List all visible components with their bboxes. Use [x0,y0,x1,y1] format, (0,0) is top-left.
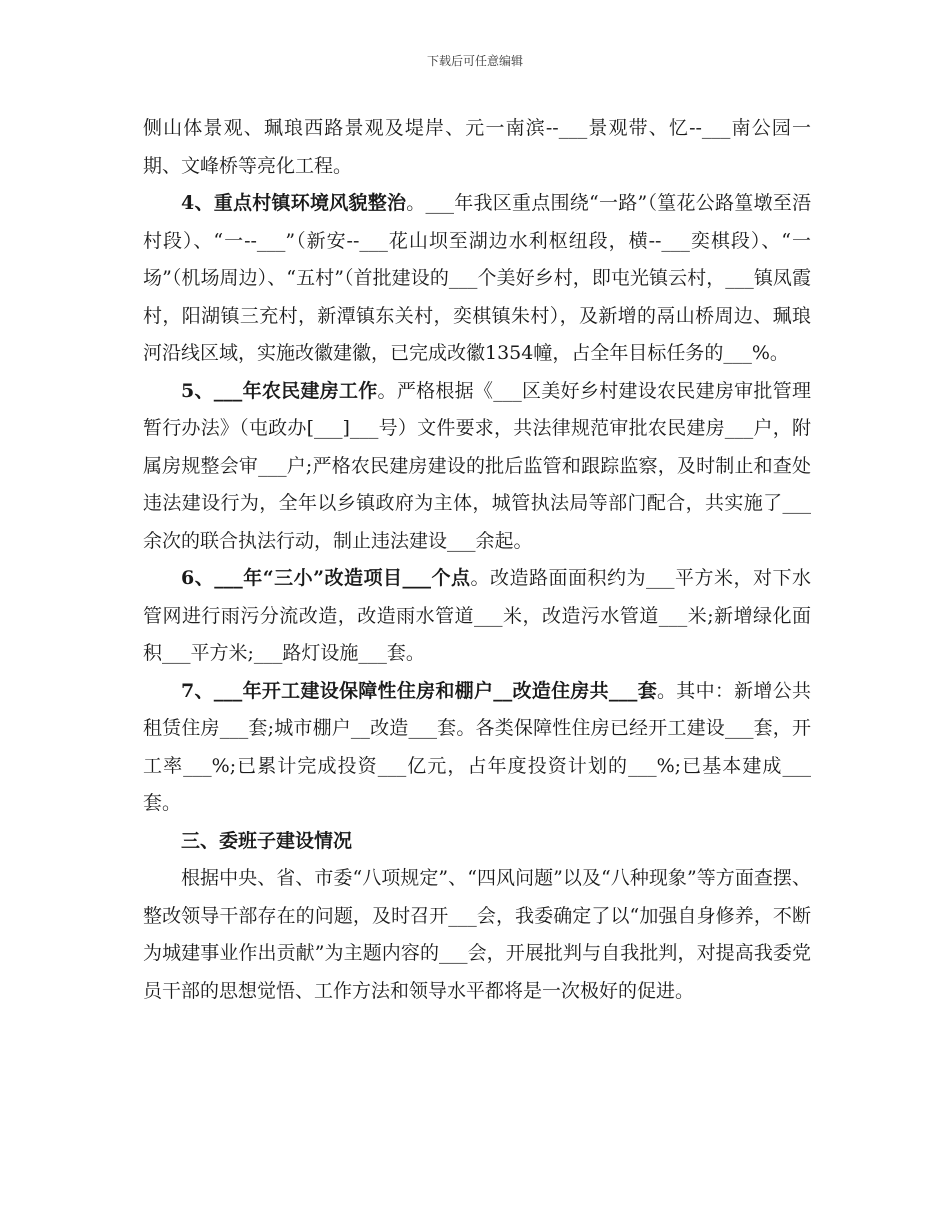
paragraph-section-3-body [143,860,811,1010]
paragraph-lead: 5、___年农民建房工作 [181,379,378,402]
page-header: 下载后可任意编辑 [426,54,523,68]
section-heading-text: 三、委班子建设情况 [181,829,353,852]
paragraph-lead: 7、___年开工建设保障性住房和棚户__改造住房共___套 [181,679,657,702]
paragraph-item-4 [143,185,811,373]
paragraph-body: 侧山体景观、珮琅西路景观及堤岸、元一南滨--___景观带、忆--___南公园一期、文峰桥等亮化工程。 [143,117,811,177]
paragraph-body: 根据中央、省、市委“八项规定”、“四风问题”以及“八种现象”等方面查摆、整改领导干部存在的问题，及时召开___会，我委确定了以“加强自身修养，不断为城建事业作出贡献”为主题内容的___会，开展批判与自我批判，对提高我委党员干部的思想觉悟、工作方法和领导水平都将是一次极好的促进。 [143,867,811,1002]
paragraph-body: 。改造路面面积约为___平方米，对下水管网进行雨污分流改造，改造雨水管道___米，改造污水管道___米;新增绿化面积___平方米;___路灯设施___套。 [143,567,811,664]
paragraph-lead: 4、重点村镇环境风貌整治 [181,192,407,214]
section-heading [143,823,811,861]
paragraph-continuation [143,110,811,185]
paragraph-lead: 6、___年“三小”改造项目___个点 [181,567,471,589]
paragraph-body: 。严格根据《___区美好乡村建设农民建房审批管理暂行办法》（屯政办[___]___号）文件要求，共法律规范审批农民建房___户，附属房规整会审___户;严格农民建房建设的批后监管和跟踪监察，及时制止和查处违法建设行为，全年以乡镇政府为主体，城管执法局等部门配合，共实施了___余次的联合执法行动，制止违法建设___余起。 [143,379,811,552]
document-body [143,110,811,1010]
paragraph-item-5 [143,373,811,561]
paragraph-body: 。___年我区重点围绕“一路”（篁花公路篁墩至浯村段）、“一--___”（新安--___花山坝至湖边水利枢纽段，横--___奕棋段）、“一场”（机场周边）、“五村”（首批建设的___个美好乡村，即屯光镇云村，___镇凤霞村，阳湖镇三充村，新潭镇东关村，奕棋镇朱村），及新增的鬲山桥周边、珮琅河沿线区域，实施改徽建徽，已完成改徽1354幢，占全年目标任务的___%。 [143,192,811,364]
paragraph-item-7 [143,673,811,823]
paragraph-item-6 [143,560,811,673]
paragraph-body: 。其中：新增公共租赁住房___套;城市棚户__改造___套。各类保障性住房已经开工建设___套，开工率___%;已累计完成投资___亿元，占年度投资计划的___%;已基本建成___套。 [143,679,811,814]
